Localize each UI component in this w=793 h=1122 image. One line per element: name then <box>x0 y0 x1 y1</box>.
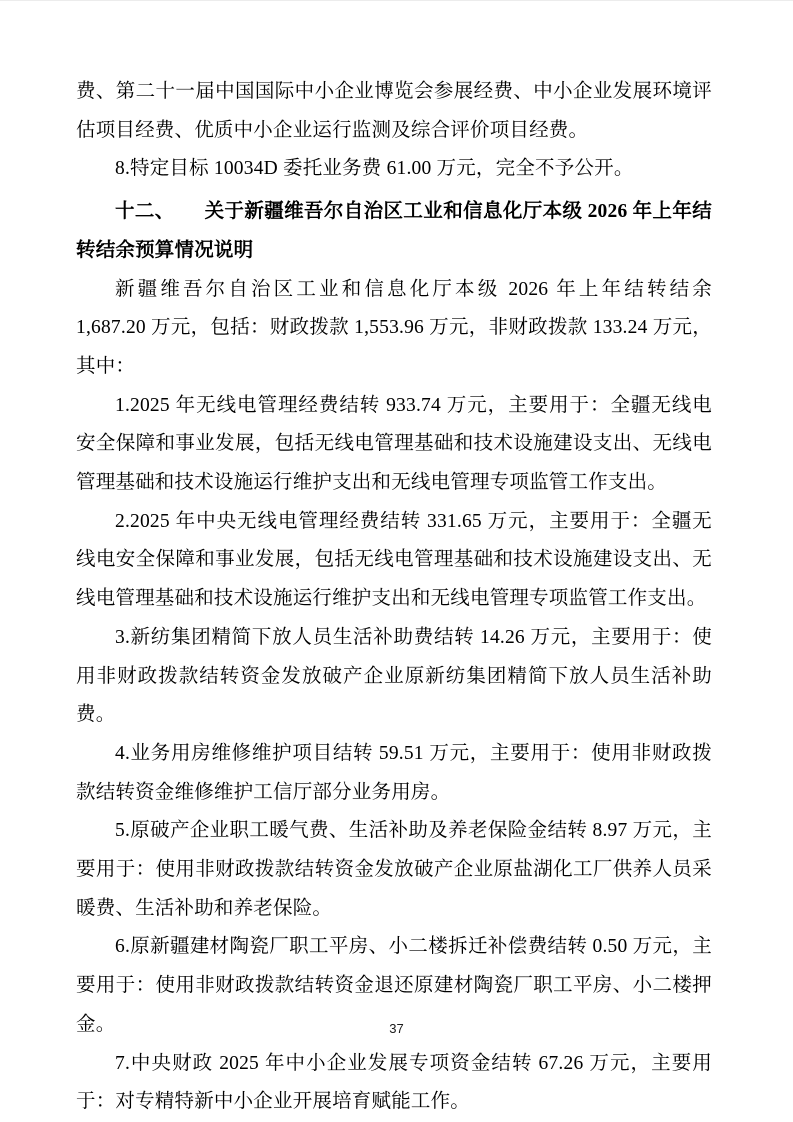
paragraph-item-3: 3.新纺集团精简下放人员生活补助费结转 14.26 万元，主要用于：使用非财政拨款结转资金发放破产企业原新纺集团精简下放人员生活补助费。 <box>76 626 712 726</box>
paragraph-item-1: 1.2025 年无线电管理经费结转 933.74 万元，主要用于：全疆无线电安全保障和事业发展，包括无线电管理基础和技术设施建设支出、无线电管理基础和技术设施运行维护支出和无线电管理专项监管工作支出。 <box>76 394 712 494</box>
paragraph-expense-continuation: 费、第二十一届中国国际中小企业博览会参展经费、中小企业发展环境评估项目经费、优质中小企业运行监测及综合评价项目经费。 <box>76 81 712 141</box>
paragraph-item-7: 7.中央财政 2025 年中小企业发展专项资金结转 67.26 万元，主要用于：对专精特新中小企业开展培育赋能工作。 <box>76 1052 712 1113</box>
section-heading-12: 十二、 关于新疆维吾尔自治区工业和信息化厅本级 2026 年上年结转结余预算情况说明 <box>76 201 712 261</box>
paragraph-item-4: 4.业务用房维修维护项目结转 59.51 万元，主要用于：使用非财政拨款结转资金维修维护工信厅部分业务用房。 <box>76 742 712 803</box>
paragraph-item-6: 6.原新疆建材陶瓷厂职工平房、小二楼拆迁补偿费结转 0.50 万元，主要用于：使用非财政拨款结转资金退还原建材陶瓷厂职工平房、小二楼押金。 <box>76 936 712 1035</box>
paragraph-item-2: 2.2025 年中央无线电管理经费结转 331.65 万元，主要用于：全疆无线电安全保障和事业发展，包括无线电管理基础和技术设施建设支出、无线电管理基础和技术设施运行维护支出和无线电管理专项监管工作支出。 <box>76 510 712 610</box>
paragraph-item-8: 8.特定目标 10034D 委托业务费 61.00 万元，完全不予公开。 <box>115 158 634 180</box>
document-body <box>76 73 712 1122</box>
page-number: 37 <box>389 1021 404 1036</box>
paragraph-carryover-summary: 新疆维吾尔自治区工业和信息化厅本级 2026 年上年结转结余 1,687.20 万元，包括：财政拨款 1,553.96 万元，非财政拨款 133.24 万元，其中： <box>76 278 712 377</box>
paragraph-item-5: 5.原破产企业职工暖气费、生活补助及养老保险金结转 8.97 万元，主要用于：使用非财政拨款结转资金发放破产企业原盐湖化工厂供养人员采暖费、生活补助和养老保险。 <box>76 820 712 919</box>
